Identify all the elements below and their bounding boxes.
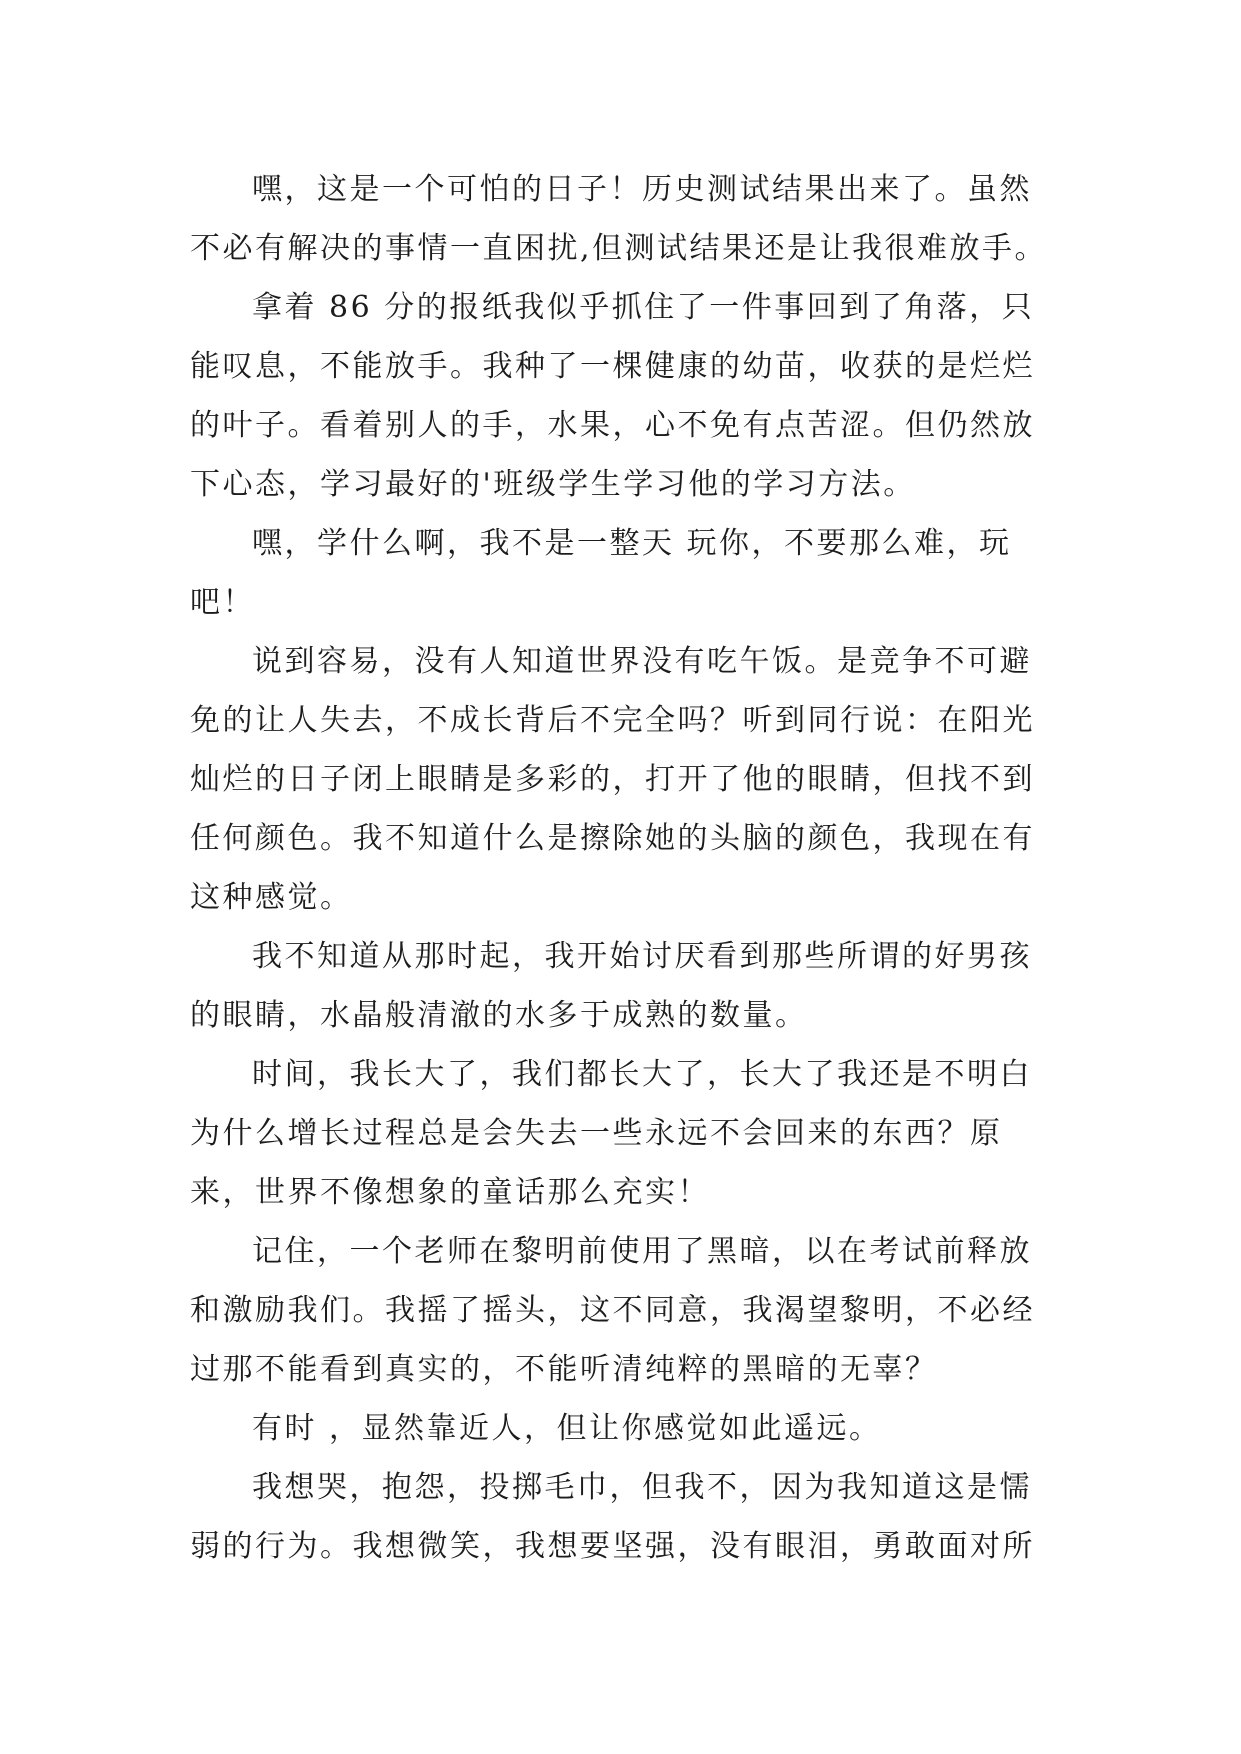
- paragraph-9: [190, 1458, 1090, 1576]
- text-line: 灿烂的日子闭上眼睛是多彩的，打开了他的眼睛，但找不到: [190, 762, 1035, 797]
- text-line: 我不知道从那时起，我开始讨厌看到那些所谓的好男孩: [252, 939, 1032, 974]
- text-line: 来，世界不像想象的童话那么充实！: [190, 1175, 710, 1210]
- text-line: 拿着 86 分的报纸我似乎抓住了一件事回到了角落，只: [252, 290, 1035, 325]
- text-line: 嘿，这是一个可怕的日子！历史测试结果出来了。虽然: [252, 172, 1032, 207]
- document-body: [190, 160, 1090, 1576]
- text-line: 记住，一个老师在黎明前使用了黑暗，以在考试前释放: [252, 1234, 1032, 1269]
- text-line: 弱的行为。我想微笑，我想要坚强，没有眼泪，勇敢面对所: [190, 1529, 1035, 1564]
- text-line: 的叶子。看着别人的手，水果，心不免有点苦涩。但仍然放: [190, 408, 1035, 443]
- paragraph-5: [190, 927, 1090, 1045]
- text-line: 免的让人失去，不成长背后不完全吗？听到同行说：在阳光: [190, 703, 1035, 738]
- paragraph-7: [190, 1222, 1090, 1399]
- text-line: 为什么增长过程总是会失去一些永远不会回来的东西？原: [190, 1116, 1003, 1151]
- paragraph-4: [190, 632, 1090, 927]
- text-line: 这种感觉。: [190, 880, 353, 915]
- paragraph-3: [190, 514, 1090, 632]
- paragraph-8: [190, 1399, 1090, 1458]
- paragraph-1: [190, 160, 1090, 278]
- text-line: 的眼睛，水晶般清澈的水多于成熟的数量。: [190, 998, 808, 1033]
- text-line: 能叹息，不能放手。我种了一棵健康的幼苗，收获的是烂烂: [190, 349, 1035, 384]
- text-line: 时间，我长大了，我们都长大了，长大了我还是不明白: [252, 1057, 1032, 1092]
- text-line: 我想哭，抱怨，投掷毛巾，但我不，因为我知道这是懦: [252, 1470, 1032, 1505]
- text-line: 说到容易，没有人知道世界没有吃午饭。是竞争不可避: [252, 644, 1032, 679]
- text-line: 吧！: [190, 585, 255, 620]
- paragraph-2: [190, 278, 1090, 514]
- text-line: 不必有解决的事情一直困扰,但测试结果还是让我很难放手。: [190, 231, 1048, 266]
- text-line: 和激励我们。我摇了摇头，这不同意，我渴望黎明，不必经: [190, 1293, 1035, 1328]
- text-line: 下心态，学习最好的'班级学生学习他的学习方法。: [190, 467, 916, 502]
- text-line: 嘿，学什么啊，我不是一整天 玩你，不要那么难，玩: [252, 526, 1012, 561]
- text-line: 任何颜色。我不知道什么是擦除她的头脑的颜色，我现在有: [190, 821, 1035, 856]
- text-line: 有时 ，显然靠近人，但让你感觉如此遥远。: [252, 1411, 882, 1446]
- text-line: 过那不能看到真实的，不能听清纯粹的黑暗的无辜？: [190, 1352, 938, 1387]
- paragraph-6: [190, 1045, 1090, 1222]
